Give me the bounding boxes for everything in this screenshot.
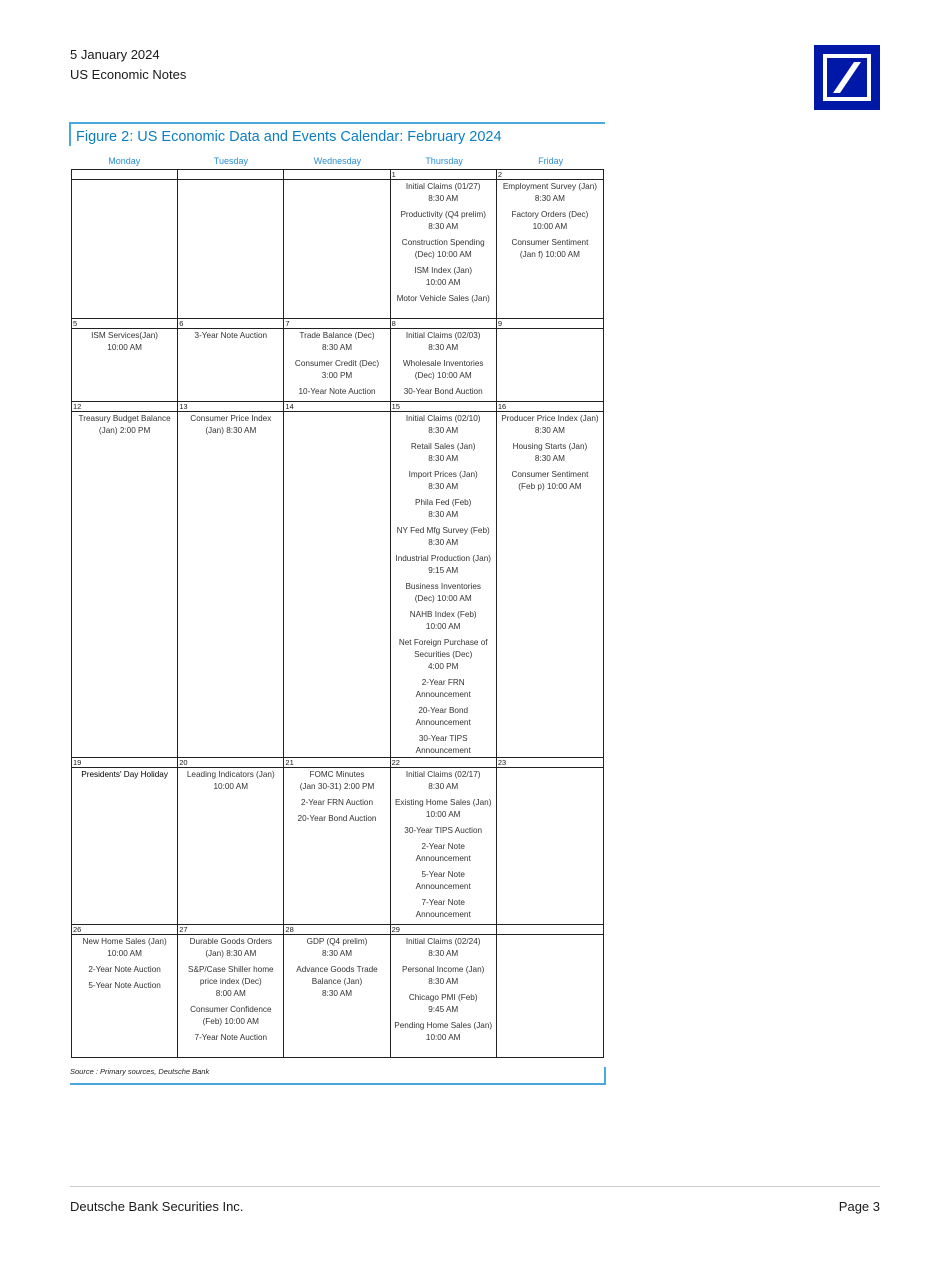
event-list	[497, 180, 603, 261]
calendar-week-row	[72, 402, 603, 758]
calendar-event: Import Prices (Jan) 8:30 AM	[408, 470, 478, 491]
weekday-label: Wednesday	[313, 156, 362, 166]
calendar-event: Advance Goods Trade Balance (Jan) 8:30 AM	[296, 965, 378, 998]
calendar-event: Initial Claims (02/10) 8:30 AM	[405, 414, 481, 435]
calendar-day-cell	[391, 402, 497, 757]
calendar-event: Presidents' Day Holiday	[81, 770, 168, 779]
footer-publisher: Deutsche Bank Securities Inc.	[70, 1199, 244, 1214]
event-list	[391, 768, 496, 921]
calendar-day-cell	[72, 319, 178, 401]
event-list	[178, 768, 283, 793]
calendar-event: 10-Year Note Auction	[298, 387, 376, 396]
calendar-event: 5-Year Note Auction	[88, 981, 161, 990]
day-number: 13	[178, 402, 283, 412]
day-number: 2	[497, 170, 603, 180]
calendar-event: Chicago PMI (Feb) 9:45 AM	[408, 993, 478, 1014]
calendar-event: Phila Fed (Feb) 8:30 AM	[414, 498, 472, 519]
event-list	[178, 412, 283, 437]
weekday-label: Thursday	[425, 156, 463, 166]
calendar-week-row	[72, 758, 603, 925]
event-list	[284, 329, 389, 398]
event-list	[284, 412, 389, 413]
calendar-day-cell	[178, 402, 284, 757]
calendar-event: NAHB Index (Feb) 10:00 AM	[409, 610, 477, 631]
calendar-event: Housing Starts (Jan) 8:30 AM	[512, 442, 588, 463]
calendar-event: Business Inventories (Dec) 10:00 AM	[405, 582, 481, 603]
weekday-label: Friday	[538, 156, 564, 166]
calendar-day-cell	[391, 319, 497, 401]
calendar-day-cell	[178, 758, 284, 924]
event-list	[391, 329, 496, 398]
event-list	[72, 412, 177, 437]
calendar-event: 7-Year Note Auction	[194, 1033, 268, 1042]
event-list	[178, 935, 283, 1044]
footer-divider	[70, 1186, 880, 1187]
calendar-event: Consumer Confidence (Feb) 10:00 AM	[190, 1005, 272, 1026]
report-date: 5 January 2024	[70, 47, 160, 62]
calendar-event: Consumer Sentiment (Jan f) 10:00 AM	[511, 238, 589, 259]
day-number: 1	[391, 170, 496, 180]
calendar-day-cell	[391, 170, 497, 318]
event-list	[497, 412, 603, 493]
calendar-event: NY Fed Mfg Survey (Feb) 8:30 AM	[396, 526, 490, 547]
calendar-day-cell	[72, 758, 178, 924]
calendar-event: ISM Index (Jan) 10:00 AM	[414, 266, 473, 287]
event-list	[178, 180, 283, 181]
calendar-event: 7-Year Note Announcement	[415, 898, 471, 919]
weekday-label: Tuesday	[213, 156, 248, 166]
day-number: 7	[284, 319, 389, 329]
calendar-day-cell	[72, 170, 178, 318]
calendar-day-cell	[178, 319, 284, 401]
day-number: 14	[284, 402, 389, 412]
day-number: 22	[391, 758, 496, 768]
day-number: 6	[178, 319, 283, 329]
calendar-event: ISM Services(Jan) 10:00 AM	[91, 331, 159, 352]
event-list	[497, 935, 603, 936]
event-list	[178, 329, 283, 342]
event-list	[284, 768, 389, 825]
calendar-event: 5-Year Note Announcement	[415, 870, 471, 891]
calendar-event: Construction Spending (Dec) 10:00 AM	[401, 238, 485, 259]
day-number	[497, 925, 603, 935]
calendar-event: Employment Survey (Jan) 8:30 AM	[502, 182, 598, 203]
day-number: 19	[72, 758, 177, 768]
source-note: Source : Primary sources, Deutsche Bank	[70, 1067, 210, 1076]
calendar-day-cell	[497, 170, 603, 318]
page-number: Page 3	[838, 1199, 880, 1214]
day-number: 29	[391, 925, 496, 935]
calendar-event: Motor Vehicle Sales (Jan)	[396, 294, 490, 303]
day-number: 16	[497, 402, 603, 412]
calendar-day-cell	[284, 170, 390, 318]
calendar-day-cell	[497, 758, 603, 924]
calendar-event: Wholesale Inventories (Dec) 10:00 AM	[402, 359, 484, 380]
day-number: 8	[391, 319, 496, 329]
day-number: 23	[497, 758, 603, 768]
event-list	[72, 768, 177, 781]
day-number: 26	[72, 925, 177, 935]
calendar-event: Leading Indicators (Jan) 10:00 AM	[186, 770, 275, 791]
event-list	[391, 180, 496, 305]
calendar-event: 30-Year Bond Auction	[403, 387, 483, 396]
day-number: 27	[178, 925, 283, 935]
calendar-day-cell	[284, 925, 390, 1058]
calendar-event: Producer Price Index (Jan) 8:30 AM	[501, 414, 599, 435]
weekday-header	[71, 156, 604, 166]
calendar-event: GDP (Q4 prelim) 8:30 AM	[306, 937, 368, 958]
event-list	[391, 412, 496, 757]
day-number: 20	[178, 758, 283, 768]
calendar-event: Consumer Price Index (Jan) 8:30 AM	[190, 414, 272, 435]
calendar-event: 30-Year TIPS Announcement	[415, 734, 471, 755]
calendar-event: S&P/Case Shiller home price index (Dec) 8:00 AM	[188, 965, 274, 998]
calendar-day-cell	[391, 758, 497, 924]
event-list	[72, 935, 177, 992]
calendar-event: Industrial Production (Jan) 9:15 AM	[395, 554, 491, 575]
calendar-day-cell	[284, 319, 390, 401]
calendar-event: Factory Orders (Dec) 10:00 AM	[511, 210, 589, 231]
calendar-event: 3-Year Note Auction	[194, 331, 268, 340]
calendar-event: Initial Claims (02/24) 8:30 AM	[405, 937, 481, 958]
day-number: 5	[72, 319, 177, 329]
calendar-day-cell	[72, 402, 178, 757]
calendar-event: Productivity (Q4 prelim) 8:30 AM	[400, 210, 486, 231]
calendar-event: Net Foreign Purchase of Securities (Dec) 4:00 PM	[398, 638, 488, 671]
calendar-day-cell	[72, 925, 178, 1058]
figure-title: Figure 2: US Economic Data and Events Calendar: February 2024	[76, 129, 502, 145]
event-list	[72, 329, 177, 354]
calendar-event: Initial Claims (02/17) 8:30 AM	[405, 770, 481, 791]
calendar-event: New Home Sales (Jan) 10:00 AM	[82, 937, 167, 958]
day-number: 21	[284, 758, 389, 768]
calendar-week-row	[72, 925, 603, 1058]
calendar-event: FOMC Minutes (Jan 30-31) 2:00 PM	[299, 770, 375, 791]
calendar-event: Personal Income (Jan) 8:30 AM	[402, 965, 485, 986]
calendar-event: Consumer Credit (Dec) 3:00 PM	[294, 359, 380, 380]
calendar-event: Existing Home Sales (Jan) 10:00 AM	[394, 798, 492, 819]
day-number: 28	[284, 925, 389, 935]
calendar-event: Treasury Budget Balance (Jan) 2:00 PM	[78, 414, 171, 435]
calendar-event: 30-Year TIPS Auction	[404, 826, 483, 835]
calendar-grid	[71, 169, 604, 1058]
event-list	[284, 180, 389, 181]
calendar-event: Initial Claims (01/27) 8:30 AM	[405, 182, 481, 203]
calendar-day-cell	[497, 402, 603, 757]
calendar-day-cell	[497, 925, 603, 1058]
day-number	[178, 170, 283, 180]
calendar-day-cell	[284, 402, 390, 757]
calendar-event: Consumer Sentiment (Feb p) 10:00 AM	[511, 470, 589, 491]
day-number: 12	[72, 402, 177, 412]
deutsche-bank-logo	[814, 45, 880, 110]
day-number	[284, 170, 389, 180]
weekday-label: Monday	[108, 156, 141, 166]
calendar-day-cell	[178, 925, 284, 1058]
calendar-event: 2-Year FRN Announcement	[415, 678, 471, 699]
event-list	[497, 768, 603, 769]
calendar-week-row	[72, 319, 603, 402]
calendar-day-cell	[284, 758, 390, 924]
calendar-day-cell	[391, 925, 497, 1058]
calendar-event: 20-Year Bond Auction	[297, 814, 377, 823]
event-list	[497, 329, 603, 330]
day-number: 15	[391, 402, 496, 412]
event-list	[284, 935, 389, 1000]
day-number	[72, 170, 177, 180]
calendar-event: Retail Sales (Jan) 8:30 AM	[410, 442, 476, 463]
day-number: 9	[497, 319, 603, 329]
calendar-event: Pending Home Sales (Jan) 10:00 AM	[394, 1021, 493, 1042]
calendar-day-cell	[178, 170, 284, 318]
calendar-event: 2-Year Note Auction	[88, 965, 161, 974]
report-series-title: US Economic Notes	[70, 67, 187, 82]
calendar-event: 2-Year FRN Auction	[300, 798, 374, 807]
calendar-day-cell	[497, 319, 603, 401]
calendar-week-row	[72, 170, 603, 319]
calendar-event: Durable Goods Orders (Jan) 8:30 AM	[189, 937, 272, 958]
event-list	[72, 180, 177, 181]
calendar-event: Initial Claims (02/03) 8:30 AM	[405, 331, 481, 352]
event-list	[391, 935, 496, 1044]
calendar-event: Trade Balance (Dec) 8:30 AM	[299, 331, 375, 352]
calendar-event: 2-Year Note Announcement	[415, 842, 471, 863]
calendar-event: 20-Year Bond Announcement	[415, 706, 471, 727]
